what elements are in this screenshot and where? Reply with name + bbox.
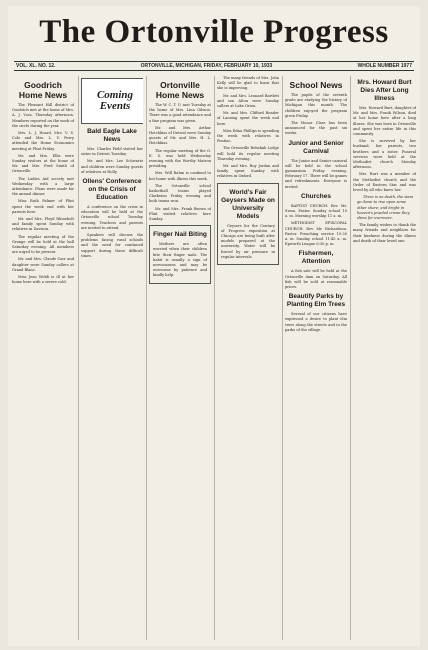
article-paragraph: Mr. and Mrs. Frank Brown of Flint visited relatives here Sunday. [149,206,211,222]
article-paragraph: Several of our citizens have expressed a desire to plant elm trees along the streets and in the parks of the village. [285,312,347,332]
column-1 [12,76,74,640]
article-headline: Fishermen, Attention [298,250,334,266]
article-paragraph: Mr. and Mrs. Lee Schwartz and children were Sunday guests of relatives at Holly. [81,159,143,174]
article-headline: Beautify Parks by Planting Elm Trees [286,293,346,309]
article-paragraph: The regular meeting of the Grange will be held at the hall Saturday evening. All members are urged to be present. [12,234,74,255]
article-paragraph: The Junior and Senior carnival will be held in the school gymnasium Friday evening, February 17. There will be games and refreshments. Everyone is invited. [285,158,347,189]
article-paragraph: Mrs. Burt was a member of the Methodist church and the Order of Eastern Star and was loved by all who knew her. [353,172,416,193]
article-headline: Mrs. Howard Burt Dies After Long Illness [357,79,412,102]
column-3 [149,76,211,640]
article-paragraph: Geysers for the Century of Progress exposition at Chicago are being built after models prepared at the university. Water will be forced by air pressure in regular intervals. [221,223,275,259]
dateline-bar [14,61,414,71]
article-paragraph: The Pleasant Hill district of Goodrich met at the home of Mrs. A. J. Voss, Thursday afternoon. Members reported on the work of the circle during the year. [12,103,74,128]
article-paragraph: Mrs. Howard Burt, daughter of Mr. and Mrs. Frank Wilson, died at her home here after a long illness. She was born in Ortonville and spent her entire life in this community. [353,106,416,137]
column-5 [285,76,347,640]
boxed-article [149,225,211,283]
article-paragraph: The many friends of Mrs. John Kelly will be glad to learn that she is improving. [217,76,279,91]
article-paragraph: Mr. and Mrs. Floyd Rhineholt and family spent Sunday with relatives in Davison. [12,217,74,232]
column-4 [217,76,279,640]
article-paragraph: The pupils of the seventh grade are studying the history of Michigan this month. The children enjoyed the program given Friday. [285,93,347,118]
article-headline: Bald Eagle Lake News [87,128,137,143]
article-paragraph: The W. C. T. U. met Tuesday at the home of Mrs. Lina Gibson. There was a good attendance and a fine program was given. [149,103,211,123]
whole-number: WHOLE NUMBER 1977 [357,63,412,69]
article-paragraph: Speakers will discuss the problems facing rural schools and the need for continued support during these difficult times. [81,233,143,258]
coming-events-logo: Coming Events [81,78,143,124]
column-rule [282,76,283,640]
article-headline: Junior and Senior Carnival [288,139,344,155]
article-headline: Churches [301,192,331,200]
article-paragraph: The Ladies Aid society met Wednesday with a large attendance. Plans were made for the annual dinner. [12,176,74,197]
newspaper-page [8,6,420,646]
article-headline: World's Fair Geysers Made on University Models [221,188,275,220]
article-paragraph: Miss Jean Webb is ill at her home here with a severe cold. [12,275,74,285]
article-paragraph: Mrs. L. J. Hoard, Mrs. V. S. Cole and Mrs. L. V. Perry attended the Home Economics meeting at Flint Friday. [12,131,74,151]
column-2 [81,76,143,640]
article-paragraph: The regular meeting of the O. E. S. was held Wednesday evening with the Worthy Matron presiding. [149,148,211,169]
article-paragraph: Mothers are often worried when their children bite their finger nails. The habit is usually a sign of nervousness and may be overcome by patience and kindly help. [153,242,207,278]
article-paragraph: Mrs. Will Rahm is confined to her home with illness this week. [149,171,211,181]
article-paragraph: METHODIST EPISCOPAL CHURCH. Rev. Mr. Richardson, Pastor. Preaching service 10:30 a. m. Sunday school 11:45 a. m. Epworth League 6:30 p. m. [285,221,347,247]
article-paragraph: Mr. and Mrs. Leonard Bartlett and son Alton were Sunday callers at Lake Orion. [217,93,279,109]
article-paragraph: The family wishes to thank the many friends and neighbors for their kindness during the illness and death of their loved one. [353,223,416,243]
article-headline: Ortonville Home News [155,80,205,100]
article-paragraph: A fish sale will be held at the Ortonville dam on Saturday. All fish will be sold at reasonable prices. [285,269,347,290]
column-rule [350,76,351,640]
column-6 [353,76,416,640]
article-headline: Ollens' Conference on the Crisis of Education [82,178,142,202]
article-paragraph: Mr. and Mrs. Clifford Bender of Lansing spent the week end here. [217,111,279,126]
article-paragraph: The Ortonville Rebekah Lodge will hold its regular meeting Thursday evening. [217,146,279,161]
masthead-title: The Ortonville Progress [39,14,389,50]
column-rule [146,76,147,640]
boxed-article [217,183,279,265]
article-headline: Goodrich Home News [18,80,68,100]
article-paragraph: Mr. and Mrs. Arthur Hotchkiss of Detroit were Sunday guests of Mr. and Mrs. H. L. Hotchkiss. [149,125,211,146]
article-headline: School News [289,80,343,90]
article-headline: Finger Nail Biting [153,231,207,239]
article-paragraph: Miss Ruth Palmer of Flint spent the week end with her parents here. [12,199,74,214]
article-paragraph: BAPTIST CHURCH. Rev. Mr. Swan, Pastor. Sunday school 10 a. m. Morning worship 11 a. m. [285,203,347,219]
memorial-poem: There is no death, the stars go down to rise upon some other shore; and bright in heaven's jeweled crown they shine for evermore. [357,195,414,221]
article-paragraph: Mr. and Mrs. Claude Carr and daughter were Sunday callers at Grand Blanc. [12,257,74,272]
volume-number: VOL. XL. NO. 12. [16,63,56,69]
article-paragraph: She is survived by her husband, her parents, two brothers and a sister. Funeral services were held at the Methodist church Monday afternoon. [353,139,416,170]
article-paragraph: Mrs. Charles Field visited her sister in Detroit Tuesday. [81,147,143,157]
article-paragraph: The Ortonville school basketball teams played Clarkston Friday evening and both teams won. [149,183,211,204]
article-paragraph: Miss Edna Phillips is spending the week with relatives in Pontiac. [217,128,279,144]
column-rule [214,76,215,640]
article-paragraph: A conference on the crisis in education will be held at the Ortonville school Tuesday evening. Teachers and parents are invited to attend. [81,205,143,230]
column-rule [78,76,79,640]
article-paragraph: Mr. and Mrs. Ellis were Sunday visitors at the home of Mr. and Mrs. Fred Smith of Ortonville. [12,153,74,174]
article-paragraph: The Honor Class has been announced for the past six weeks. [285,121,347,136]
issue-date: ORTONVILLE, MICHIGAN, FRIDAY, FEBRUARY 10, 1933 [140,63,273,69]
article-paragraph: Mr. and Mrs. Roy Jordan and family spent Sunday with relatives in Oxford. [217,164,279,179]
